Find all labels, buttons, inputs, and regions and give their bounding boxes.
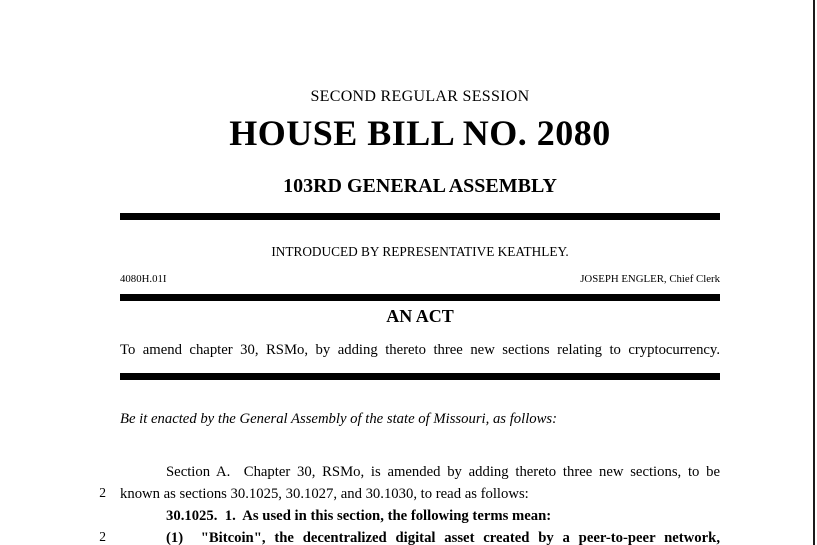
body-line [0,461,817,483]
session-heading: SECOND REGULAR SESSION [310,88,530,105]
line-text: known as sections 30.1025, 30.1027, and 30.1030, to read as follows: [120,486,529,502]
double-rule-top [120,213,720,220]
body-line [0,483,817,505]
chief-clerk-name: JOSEPH ENGLER, Chief Clerk [580,273,720,285]
body-line [0,505,817,527]
line-text: 30.1025. 1. As used in this section, the following terms mean: [166,508,552,524]
body-line [0,527,817,545]
clerk-row [120,273,720,285]
line-number: 2 [99,529,106,544]
bill-title: HOUSE BILL NO. 2080 [229,113,611,153]
enacting-clause: Be it enacted by the General Assembly of the state of Missouri, as follows: [120,411,558,427]
assembly-heading: 103RD GENERAL ASSEMBLY [283,175,557,197]
double-rule-middle [120,294,720,301]
act-summary: To amend chapter 30, RSMo, by adding thereto three new sections relating to cryptocurrency. [120,342,720,358]
page-edge-line [813,0,815,545]
bill-draft-number: 4080H.01I [120,273,167,285]
introduced-by-line: INTRODUCED BY REPRESENTATIVE KEATHLEY. [271,244,569,259]
line-text: (1) "Bitcoin", the decentralized digital asset created by a peer-to-peer network, [166,530,720,545]
double-rule-bottom [120,373,720,380]
line-number: 2 [99,485,106,500]
line-text: Section A. Chapter 30, RSMo, is amended by adding thereto three new sections, to be [166,464,720,480]
act-heading: AN ACT [386,306,454,326]
